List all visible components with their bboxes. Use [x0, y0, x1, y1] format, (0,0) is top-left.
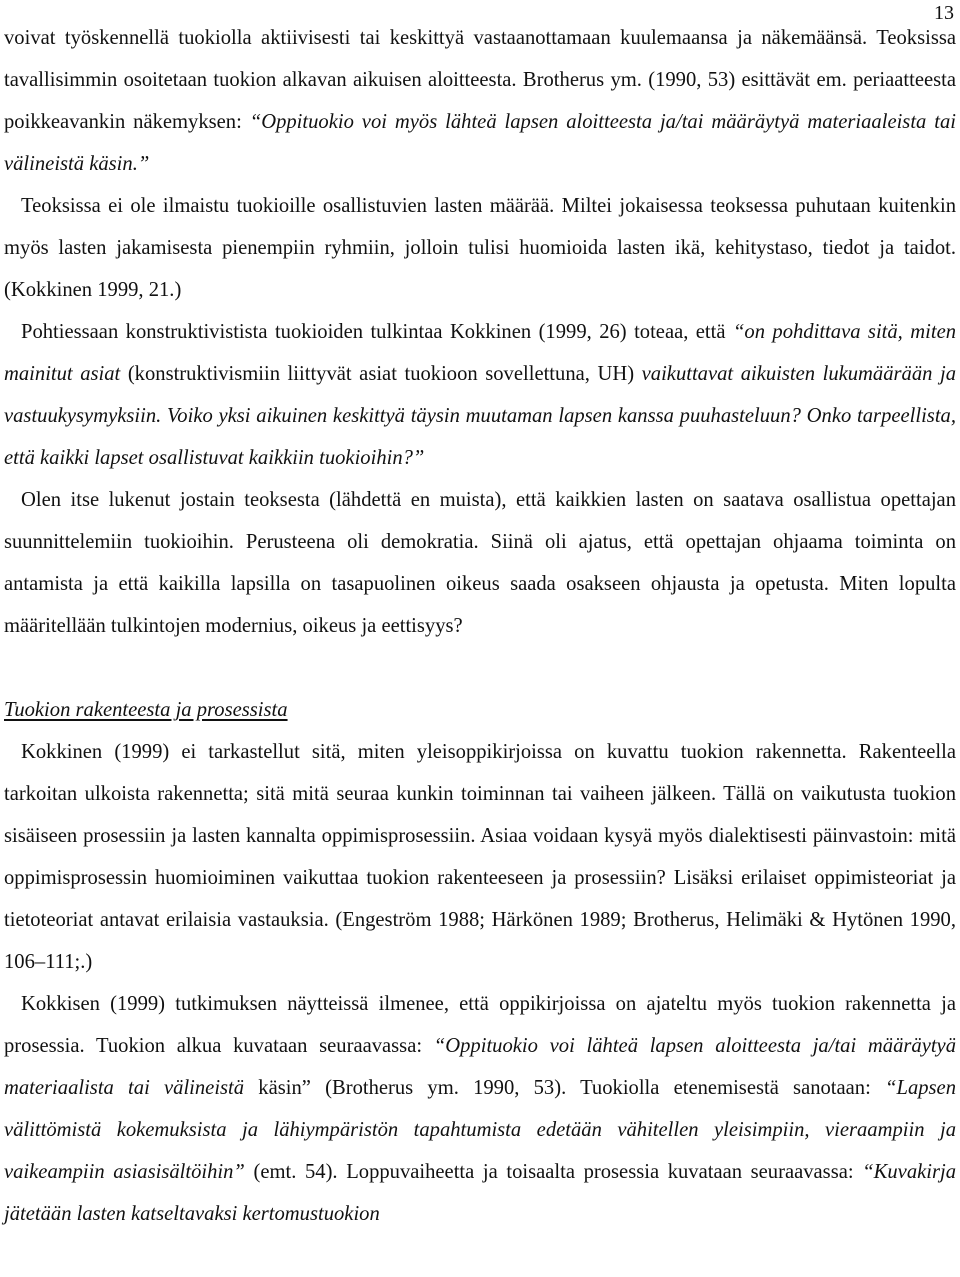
- text-run: käsin” (Brotherus ym. 1990, 53). Tuokiolla etenemisestä sanotaan:: [244, 1077, 886, 1099]
- text-run: Olen itse lukenut jostain teoksesta (lähdettä en muista), että kaikkien lasten on saatava osallistua opettajan suunnittelemiin tuokioihin. Perusteena oli demokratia. Siinä oli ajatus, että opettajan ohjaama toiminta on antamista ja että kaikilla lapsilla on tasapuolinen oikeus saada osakseen ohjausta ja opetusta. Miten lopulta määritellään tulkintojen modernius, oikeus ja eettisyys?: [4, 489, 956, 637]
- body-text: [4, 17, 956, 1235]
- italic-text: “Oppituokio voi lähteä lapsen aloitteesta ja/tai määräytyä materiaalista tai välineistä: [4, 1035, 956, 1099]
- paragraph: [4, 311, 956, 479]
- page-number: 13: [934, 2, 954, 24]
- italic-text: “Oppituokio voi myös lähteä lapsen aloitteesta ja/tai määräytyä materiaaleista tai välineistä käsin.”: [4, 111, 957, 175]
- text-run: Pohtiessaan konstruktivistista tuokioiden tulkintaa Kokkinen (1999, 26) toteaa, että: [21, 321, 733, 343]
- section-heading-paragraph: [4, 689, 956, 731]
- text-run: (emt. 54). Loppuvaiheetta ja toisaalta prosessia kuvataan seuraavassa:: [244, 1161, 863, 1183]
- paragraph: [4, 731, 956, 983]
- paragraph-group-intro: [4, 17, 956, 647]
- italic-text: “Kuvakirja jätetään lasten katseltavaksi kertomustuokion: [4, 1161, 957, 1225]
- text-run: voivat työskennellä tuokiolla aktiivisesti tai keskittyä vastaanottamaan kuulemaansa ja näkemäänsä. Teoksissa tavallisimmin osoitetaan tuokion alkavan aikuisen aloitteesta. Brotherus ym. (1990, 53) esittävät em. periaatteesta poikkeavankin näkemyksen:: [4, 27, 956, 133]
- italic-text: “Lapsen välittömistä kokemuksista ja lähiympäristön tapahtumista edetään vähitellen yleisimpiin, vieraampiin ja vaikeampiin asiasisältöihin”: [4, 1077, 956, 1183]
- paragraph: [4, 185, 956, 311]
- paragraph-group-section: [4, 731, 956, 1235]
- text-run: (konstruktivismiin liittyvät asiat tuokioon sovellettuna, UH): [120, 363, 642, 385]
- text-run: Kokkisen (1999) tutkimuksen näytteissä ilmenee, että oppikirjoissa on ajateltu myös tuokion rakennetta ja prosessia. Tuokion alkua kuvataan seuraavassa:: [4, 993, 956, 1057]
- text-run: Kokkinen (1999) ei tarkastellut sitä, miten yleisoppikirjoissa on kuvattu tuokion rakennetta. Rakenteella tarkoitan ulkoista rakennetta; sitä mitä seuraa kunkin toiminnan tai vaiheen jälkeen. Tällä on vaikutusta tuokion sisäiseen prosessiin ja lasten kannalta oppimisprosessiin. Asiaa voidaan kysyä myös dialektisesti päinvastoin: mitä oppimisprosessin huomioiminen vaikuttaa tuokion rakenteeseen ja prosessiin? Lisäksi erilaiset oppimisteoriat ja tietoteoriat antavat erilaisia vastauksia. (Engeström 1988; Härkönen 1989; Brotherus, Helimäki & Hytönen 1990, 106–111;.): [4, 741, 956, 973]
- italic-text: “on pohdittava sitä, miten mainitut asiat: [4, 321, 957, 385]
- italic-text: vaikuttavat aikuisten lukumäärään ja vastuukysymyksiin. Voiko yksi aikuinen keskittyä täysin muutaman lapsen kanssa puuhasteluun? Onko tarpeellista, että kaikki lapset osallistuvat kaikkiin tuokioihin?”: [4, 363, 957, 469]
- paragraph: [4, 983, 956, 1235]
- section-heading: Tuokion rakenteesta ja prosessista: [4, 699, 288, 721]
- paragraph: [4, 17, 956, 185]
- paragraph: [4, 479, 956, 647]
- text-run: Teoksissa ei ole ilmaistu tuokioille osallistuvien lasten määrää. Miltei jokaisessa teoksessa puhutaan kuitenkin myös lasten jakamisesta pienempiin ryhmiin, jolloin tulisi huomioida lasten ikä, kehitystaso, tiedot ja taidot. (Kokkinen 1999, 21.): [4, 195, 956, 301]
